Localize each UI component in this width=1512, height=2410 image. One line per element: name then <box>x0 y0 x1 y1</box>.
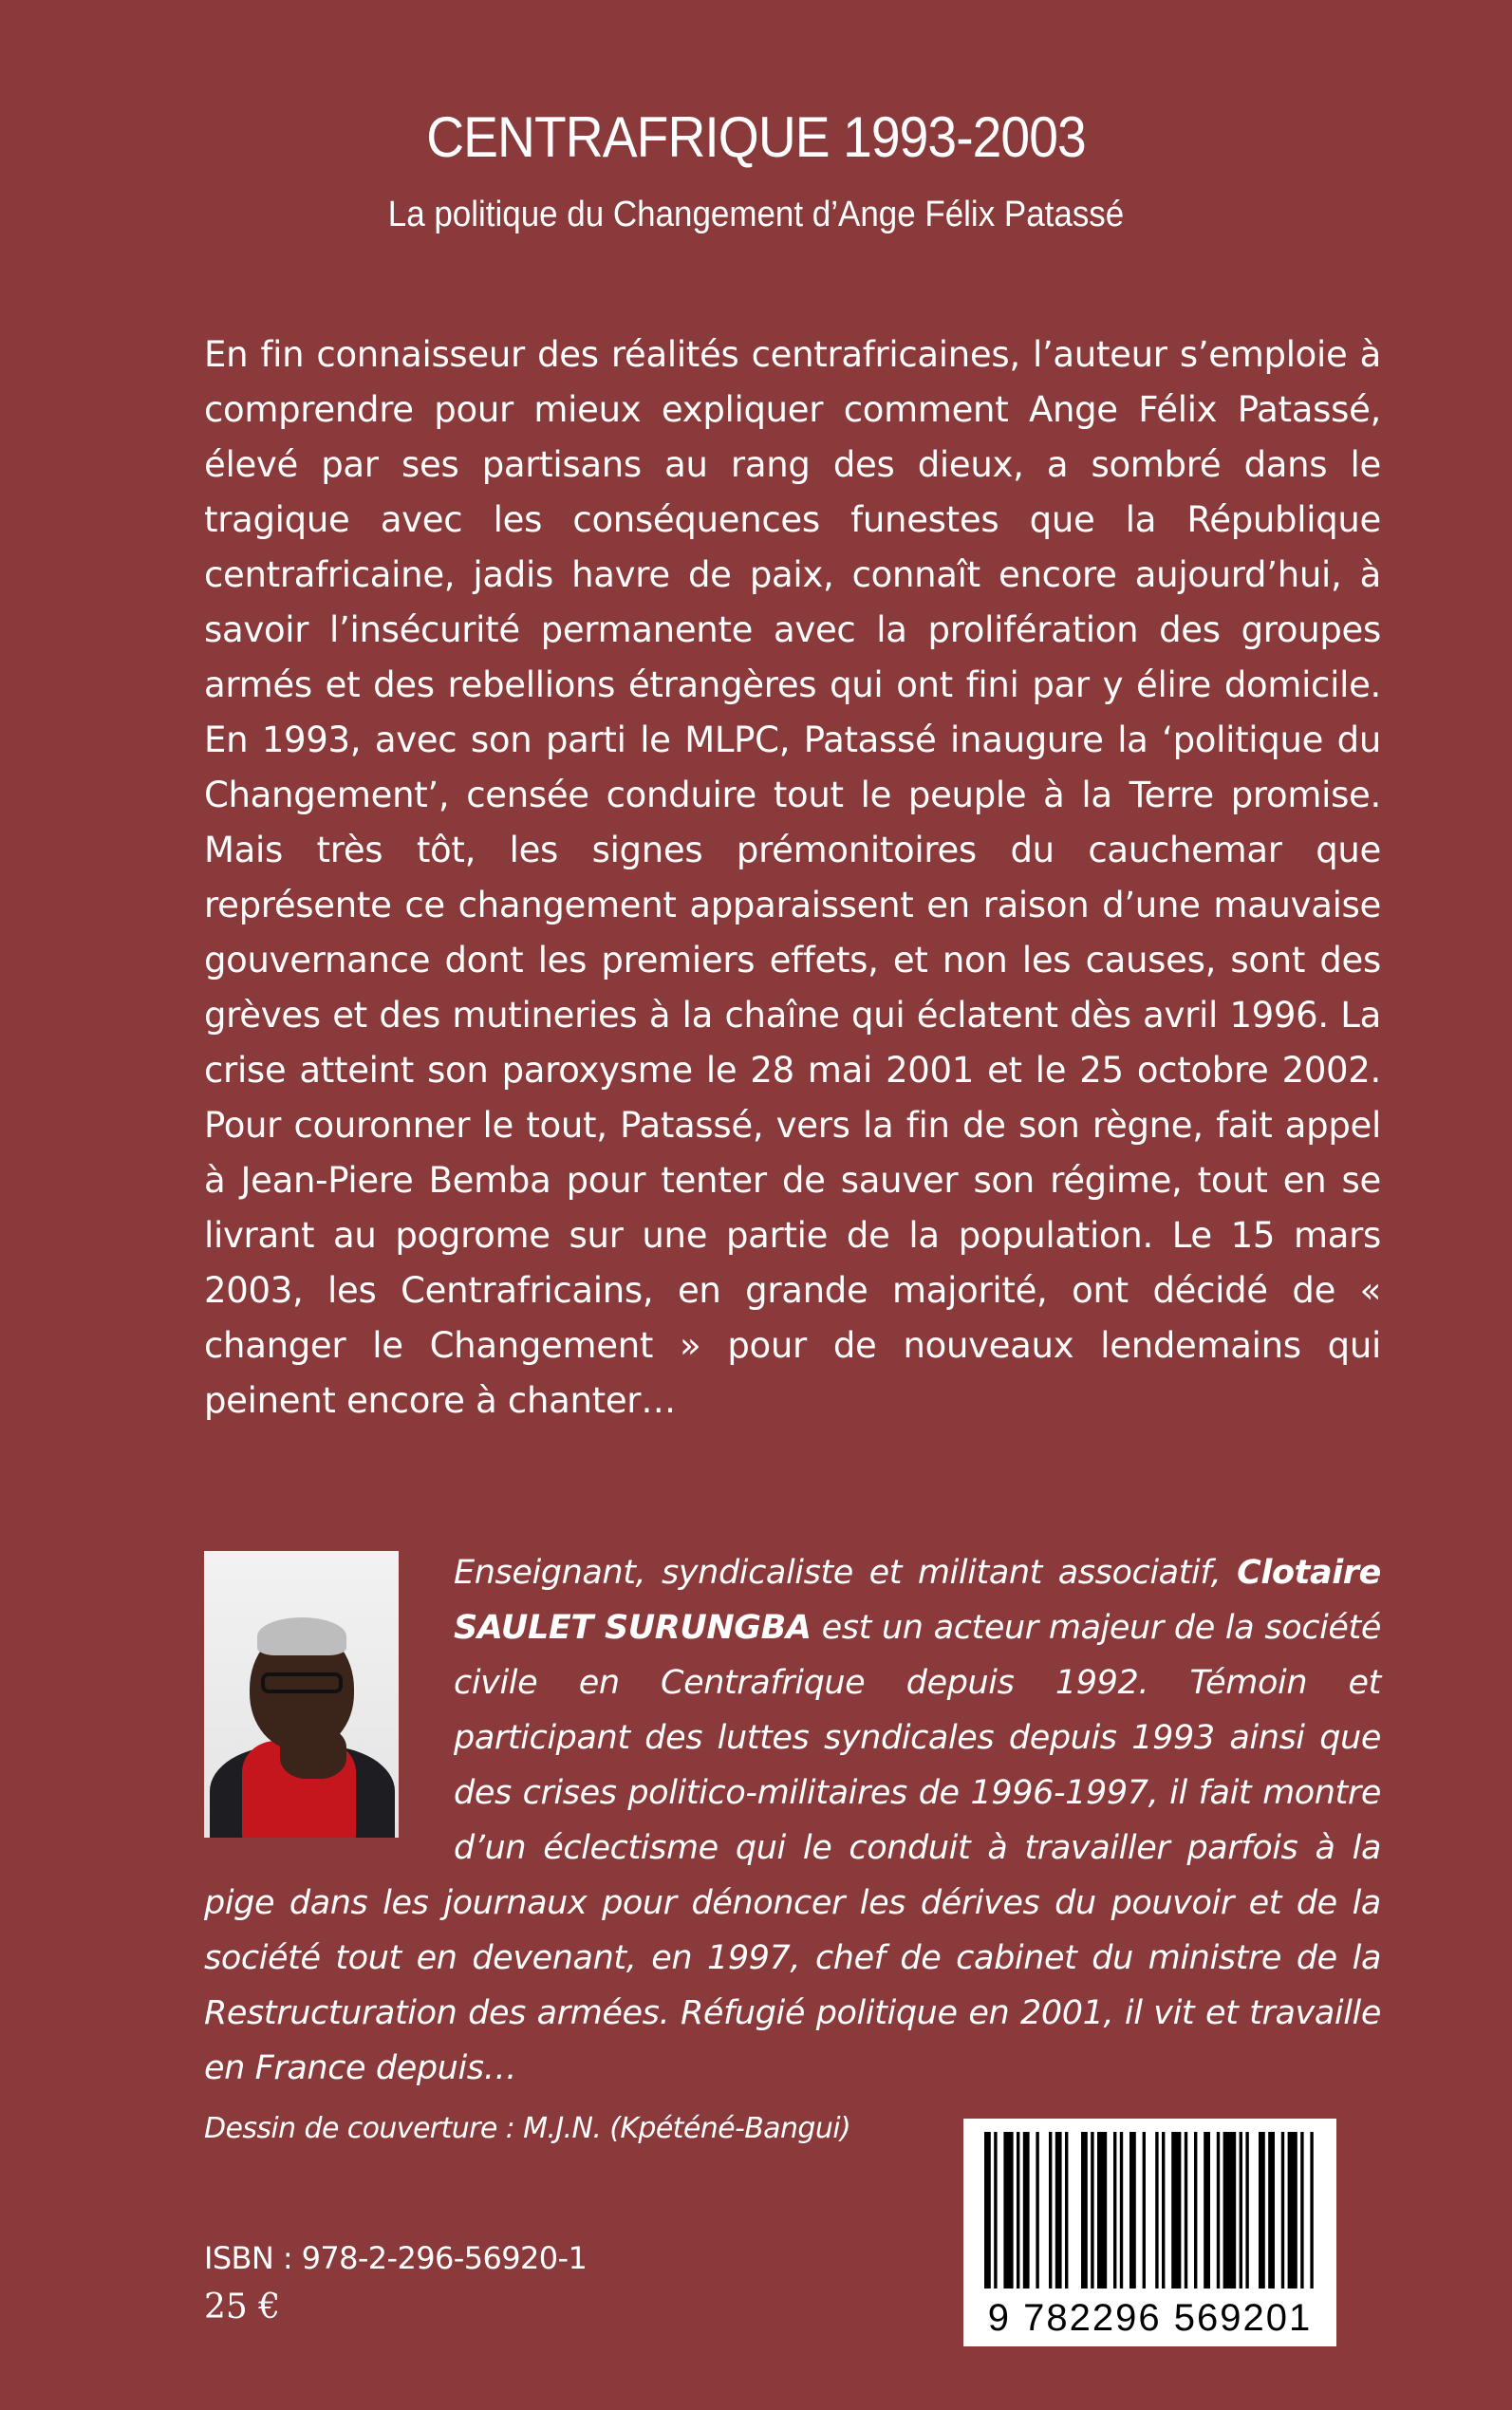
barcode-bar <box>1049 2132 1052 2289</box>
barcode-bar <box>1091 2132 1093 2289</box>
barcode-bar <box>1259 2132 1265 2289</box>
barcode-bar <box>1120 2132 1123 2289</box>
author-bio <box>204 1545 1381 2096</box>
barcode-bar <box>984 2132 991 2289</box>
barcode-bar <box>1245 2132 1248 2289</box>
barcode-bar <box>1036 2132 1038 2289</box>
barcode-bar <box>1113 2132 1116 2289</box>
barcode-bar <box>1171 2132 1181 2289</box>
barcode-bar <box>1194 2132 1197 2289</box>
barcode-bar <box>1023 2132 1030 2289</box>
isbn: ISBN : 978-2-296-56920-1 <box>204 2240 588 2276</box>
barcode-bar <box>1300 2132 1303 2289</box>
barcode-bar <box>1288 2132 1297 2289</box>
book-title: CENTRAFRIQUE 1993-2003 <box>426 105 1086 169</box>
summary-text: En fin connaisseur des réalités centrafricaines, l’auteur s’emploie à comprendre pour mieux expliquer comment Ange Félix Patassé, élevé par ses partisans au rang des dieux, a sombré dans le tragique avec les conséquences funestes que la République centrafricaine, jadis havre de paix, connaît encore aujourd’hui, à savoir l’insécurité permanente avec la prolifération des groupes armés et des rebellions étrangères qui ont fini par y élire domicile. En 1993, avec son parti le MLPC, Patassé inaugure la ‘politique du Changement’, censée conduire tout le peuple à la Terre promise. Mais très tôt, les signes prémonitoires du cauchemar que représente ce changement apparaissent en raison d’une mauvaise gouvernance dont les premiers effets, et non les causes, sont des grèves et des mutineries à la chaîne qui éclatent dès avril 1996. La crise atteint son paroxysme le 28 mai 2001 et le 25 octobre 2002. Pour couronner le tout, Patassé, vers la fin de son règne, fait appel à Jean-Piere Bemba pour tenter de sauver son régime, tout en se livrant au pogrome sur une partie de la population. Le 15 mars 2003, les Centrafricains, en grande majorité, ont décidé de « changer le Changement » pour de nouveaux lendemains qui peinent encore à chanter… <box>204 334 1381 1421</box>
cover-credit: Dessin de couverture : M.J.N. (Kpéténé-Bangui) <box>204 2112 851 2145</box>
barcode-bar <box>1143 2132 1146 2289</box>
barcode-bar <box>1268 2132 1275 2289</box>
barcode-bars <box>963 2119 1336 2299</box>
barcode-bar <box>994 2132 997 2289</box>
barcode-bar <box>1217 2132 1220 2289</box>
barcode <box>963 2119 1336 2346</box>
barcode-bar <box>1003 2132 1013 2289</box>
barcode-bar <box>1240 2132 1242 2289</box>
barcode-bar <box>1155 2132 1158 2289</box>
barcode-digits: 9 782296 569201 <box>987 2297 1313 2339</box>
barcode-bar <box>1065 2132 1068 2289</box>
barcode-bar <box>1055 2132 1062 2289</box>
bio-intro: Enseignant, syndicaliste et militant associatif, <box>454 1554 1238 1592</box>
book-subtitle: La politique du Changement d’Ange Félix Patassé <box>387 195 1125 234</box>
barcode-bar <box>1017 2132 1019 2289</box>
barcode-bar <box>1223 2132 1237 2289</box>
author-name: Clotaire SAULET SURUNGBA <box>454 1554 1381 1647</box>
barcode-bar <box>1281 2132 1284 2289</box>
barcode-bar <box>1097 2132 1107 2289</box>
barcode-bar <box>1310 2132 1313 2289</box>
price: 25 € <box>204 2288 281 2326</box>
barcode-bar <box>1204 2132 1210 2289</box>
barcode-bar <box>1162 2132 1165 2289</box>
barcode-bar <box>1081 2132 1088 2289</box>
barcode-bar <box>1129 2132 1136 2289</box>
author-photo <box>204 1551 399 1838</box>
barcode-bar <box>1185 2132 1187 2289</box>
bio-rest: est un acteur majeur de la société civile en Centrafrique depuis 1992. Témoin et participant des luttes syndicales depuis 1993 ainsi que des crises politico-militaires de 1996-1997, il fait montre d’un éclectisme qui le conduit à travailler parfois à la pige dans les journaux pour dénoncer les dérives du pouvoir et de la société tout en devenant, en 1997, chef de cabinet du ministre de la Restructuration des armées. Réfugié politique en 2001, il vit et travaille en France depuis… <box>204 1609 1381 2087</box>
